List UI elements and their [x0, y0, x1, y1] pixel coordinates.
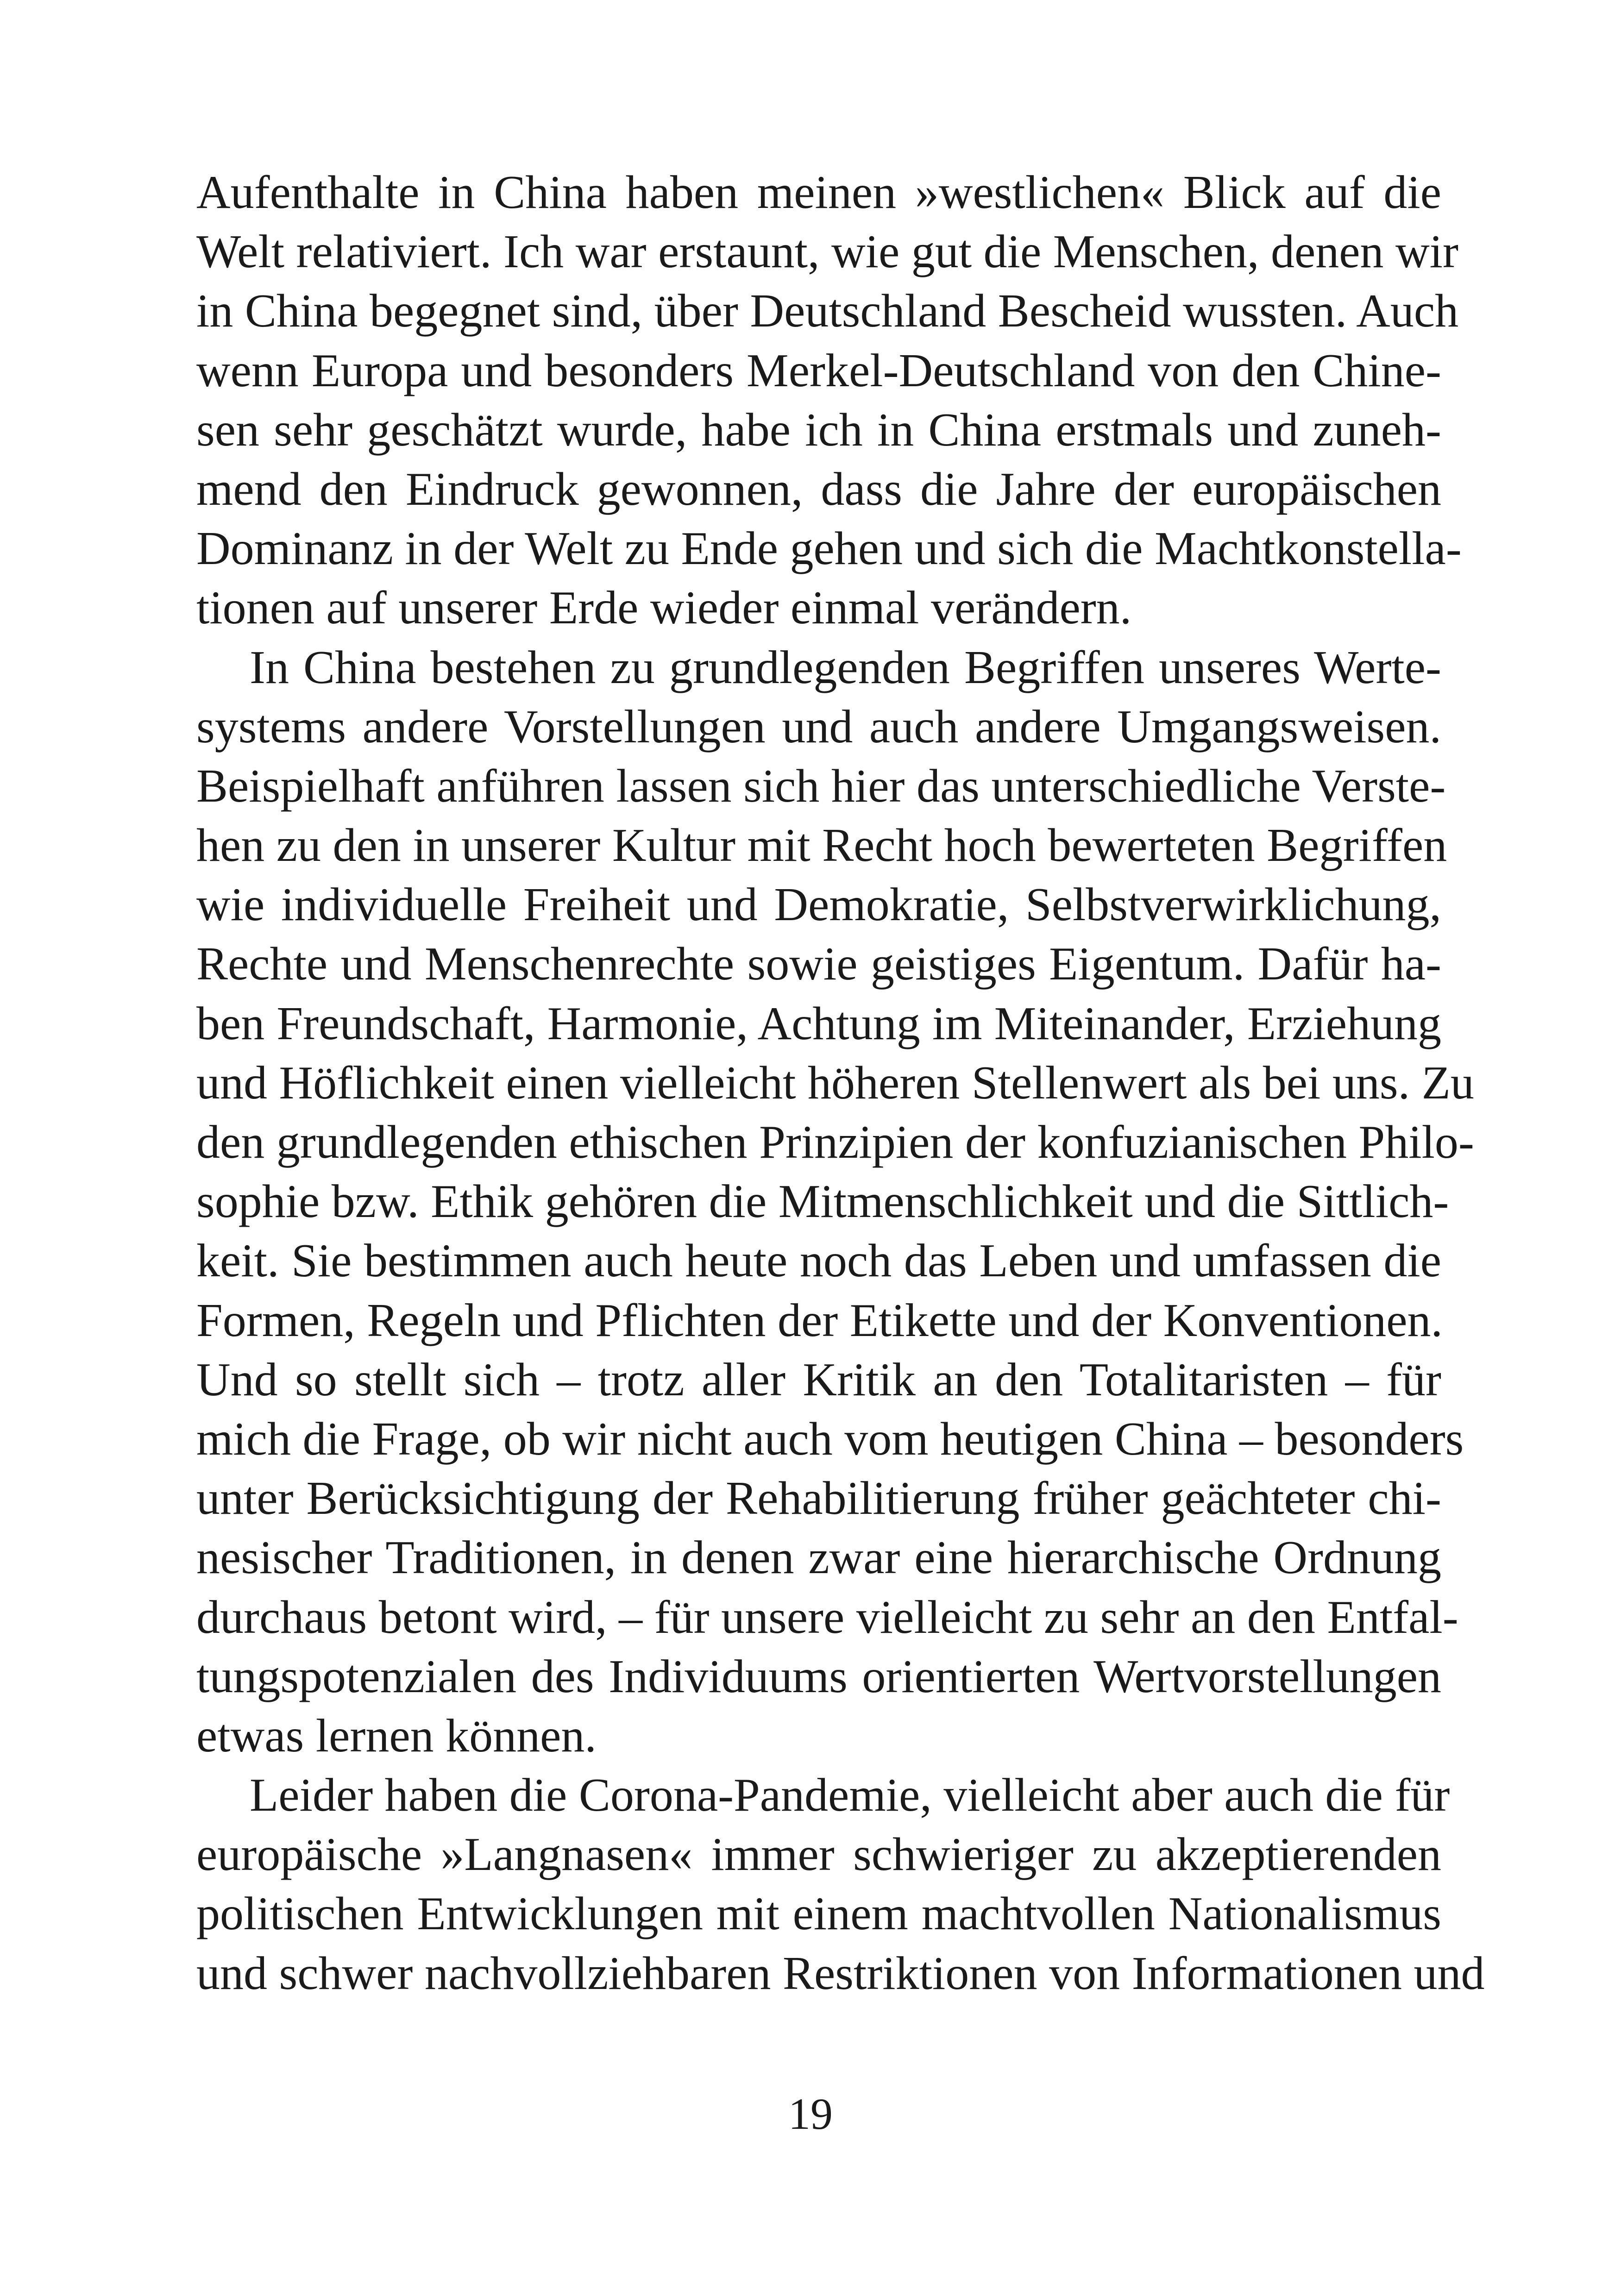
text-line: Beispielhaft anführen lassen sich hier das unterschiedliche Verste-: [196, 759, 1446, 812]
text-line: sen sehr geschätzt wurde, habe ich in China erstmals und zuneh-: [196, 403, 1441, 456]
paragraph: [196, 638, 1474, 1766]
page-number: 19: [788, 2089, 833, 2139]
text-line: und schwer nachvollziehbaren Restriktionen von Informationen und: [196, 1947, 1485, 2000]
text-line: durchaus betont wird, – für unsere vielleicht zu sehr an den Entfal-: [196, 1591, 1458, 1644]
text-line: Dominanz in der Welt zu Ende gehen und sich die Machtkonstella-: [196, 522, 1462, 575]
text-line: Formen, Regeln und Pflichten der Etikette und der Konventionen.: [196, 1294, 1443, 1347]
text-line: sophie bzw. Ethik gehören die Mitmenschlichkeit und die Sittlich-: [196, 1175, 1449, 1228]
text-line: hen zu den in unserer Kultur mit Recht hoch bewerteten Begriffen: [196, 819, 1447, 872]
text-line: ben Freundschaft, Harmonie, Achtung im Miteinander, Erziehung: [196, 997, 1441, 1050]
body-text: [196, 163, 1485, 2003]
text-line: wenn Europa und besonders Merkel-Deutschland von den Chine-: [196, 344, 1441, 397]
text-line: nesischer Traditionen, in denen zwar eine hierarchische Ordnung: [196, 1531, 1441, 1584]
text-line: Rechte und Menschenrechte sowie geistiges Eigentum. Dafür ha-: [196, 938, 1441, 991]
text-line: europäische »Langnasen« immer schwieriger zu akzeptierenden: [196, 1828, 1441, 1881]
text-line: Und so stellt sich – trotz aller Kritik an den Totalitaristen – für: [196, 1353, 1441, 1406]
paragraph: [196, 163, 1462, 638]
text-line: In China bestehen zu grundlegenden Begriffen unseres Werte-: [250, 641, 1441, 694]
text-line: systems andere Vorstellungen und auch andere Umgangsweisen.: [196, 700, 1441, 753]
paragraph: [196, 1766, 1485, 2003]
text-line: Welt relativiert. Ich war erstaunt, wie gut die Menschen, denen wir: [196, 226, 1458, 278]
text-line: Leider haben die Corona-Pandemie, vielleicht aber auch die für: [250, 1769, 1450, 1822]
text-line: politischen Entwicklungen mit einem machtvollen Nationalismus: [196, 1888, 1441, 1940]
text-line: mend den Eindruck gewonnen, dass die Jahre der europäischen: [196, 463, 1441, 515]
text-line: tungspotenzialen des Individuums orientierten Wertvorstellungen: [196, 1650, 1441, 1703]
text-line: in China begegnet sind, über Deutschland Bescheid wussten. Auch: [196, 285, 1459, 338]
text-line: unter Berücksichtigung der Rehabilitierung früher geächteter chi-: [196, 1472, 1441, 1525]
text-line: Aufenthalte in China haben meinen »westlichen« Blick auf die: [196, 166, 1441, 219]
text-line: etwas lernen können.: [196, 1709, 597, 1762]
text-line: den grundlegenden ethischen Prinzipien der konfuzianischen Philo-: [196, 1116, 1474, 1168]
text-line: wie individuelle Freiheit und Demokratie, Selbstverwirklichung,: [196, 878, 1441, 931]
text-line: und Höflichkeit einen vielleicht höheren Stellenwert als bei uns. Zu: [196, 1056, 1474, 1109]
text-line: tionen auf unserer Erde wieder einmal verändern.: [196, 582, 1132, 634]
text-line: keit. Sie bestimmen auch heute noch das Leben und umfassen die: [196, 1235, 1441, 1287]
text-line: mich die Frage, ob wir nicht auch vom heutigen China – besonders: [196, 1412, 1464, 1465]
